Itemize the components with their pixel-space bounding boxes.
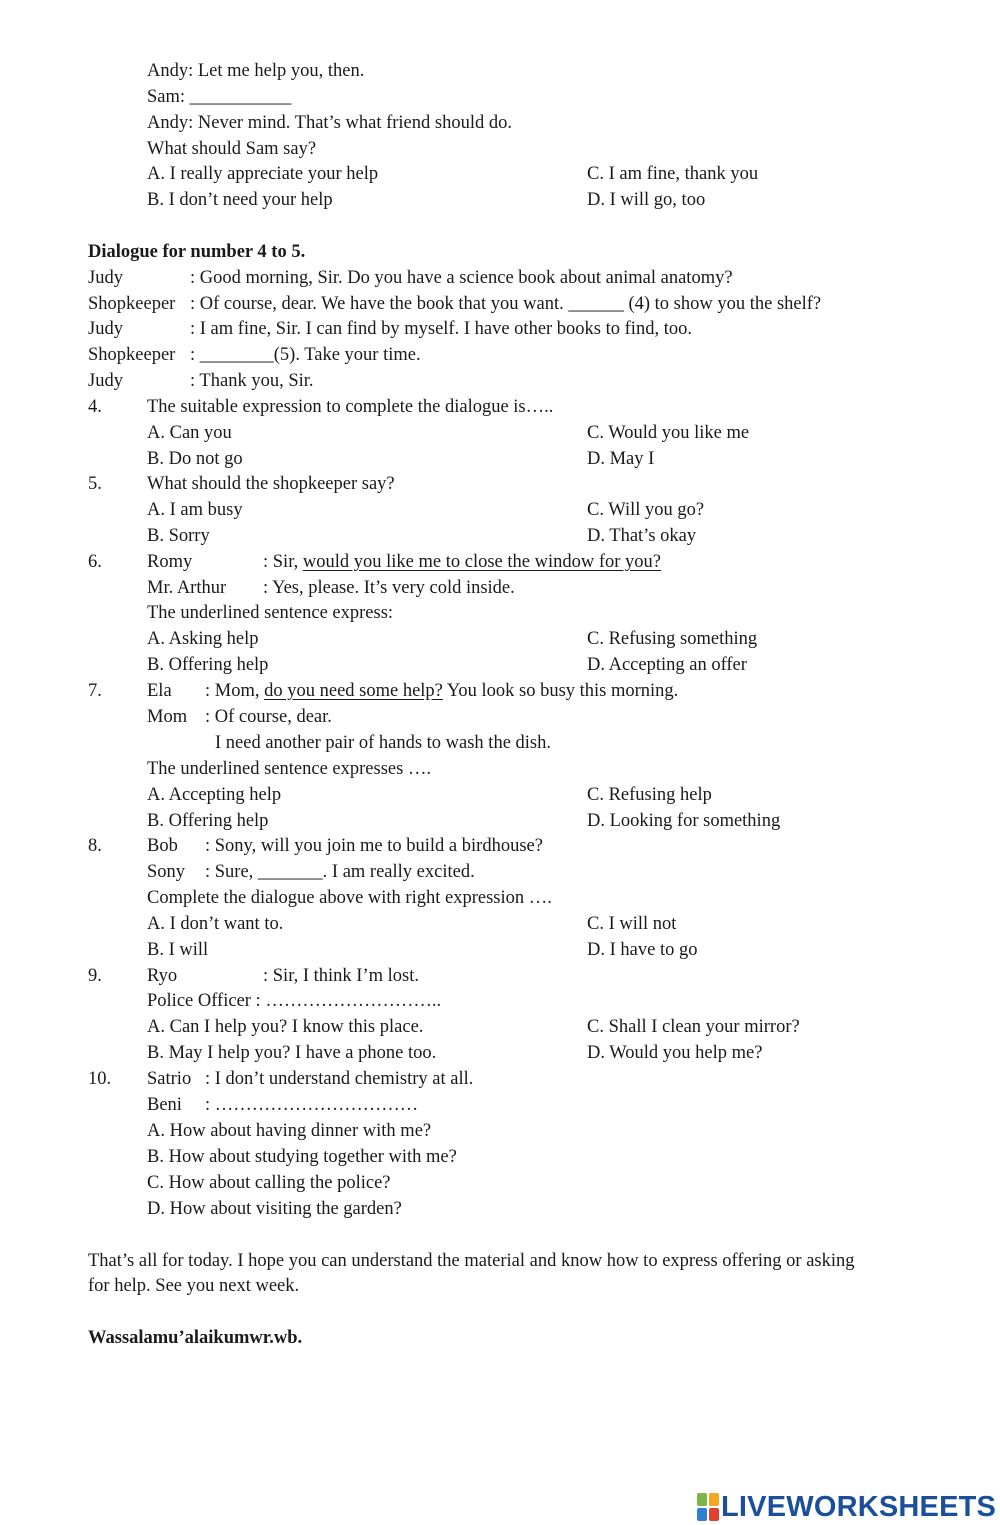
q9-option-d: D. Would you help me? <box>587 1043 763 1063</box>
q6-option-d: D. Accepting an offer <box>587 655 747 675</box>
q4-number: 4. <box>88 397 102 417</box>
q7-underlined-sentence: do you need some help? <box>264 681 443 701</box>
q6-line-1 <box>263 551 661 573</box>
q5-option-d: D. That’s okay <box>587 526 697 546</box>
q8-line-2: : Sure, _______. I am really excited. <box>205 862 475 882</box>
q7-option-d: D. Looking for something <box>587 811 781 831</box>
q8-speaker-1: Bob <box>147 836 178 856</box>
signoff: Wassalamu’alaikumwr.wb. <box>88 1328 303 1348</box>
q3-andy-line2: Andy: Never mind. That’s what friend should do. <box>147 113 512 133</box>
q10-speaker-1: Satrio <box>147 1069 192 1089</box>
q10-number: 10. <box>88 1069 112 1089</box>
q3-option-a: A. I really appreciate your help <box>147 164 379 184</box>
q7-option-c: C. Refusing help <box>587 785 712 805</box>
dialogue-text: : ________(5). Take your time. <box>190 345 421 365</box>
q8-option-b: B. I will <box>147 940 209 960</box>
closing-line-1: That’s all for today. I hope you can understand the material and know how to express offering or asking <box>88 1251 855 1271</box>
q7-line-1-prefix: : Mom, <box>205 681 265 701</box>
q9-number: 9. <box>88 966 102 986</box>
q5-number: 5. <box>88 474 102 494</box>
q7-line-1-suffix: You look so busy this morning. <box>442 681 679 701</box>
q7-speaker-2: Mom <box>147 707 188 727</box>
q9-option-b: B. May I help you? I have a phone too. <box>147 1043 437 1063</box>
q3-sam-line: Sam: ___________ <box>147 87 292 107</box>
q6-speaker-1: Romy <box>147 552 193 572</box>
q8-number: 8. <box>88 836 102 856</box>
q6-line-1-prefix: : Sir, <box>263 552 303 572</box>
dialogue-speaker: Judy <box>88 268 123 288</box>
q7-number: 7. <box>88 681 102 701</box>
q5-question: What should the shopkeeper say? <box>147 474 395 494</box>
q10-line-2: : …………………………… <box>205 1095 419 1115</box>
q6-line-2: : Yes, please. It’s very cold inside. <box>263 578 515 598</box>
q9-line-1: : Sir, I think I’m lost. <box>263 966 419 986</box>
q6-option-b: B. Offering help <box>147 655 269 675</box>
q6-speaker-2: Mr. Arthur <box>147 578 227 598</box>
q10-option-d: D. How about visiting the garden? <box>147 1199 402 1219</box>
logo-mark-icon <box>697 1493 719 1521</box>
q4-question: The suitable expression to complete the dialogue is….. <box>147 397 554 417</box>
q8-option-a: A. I don’t want to. <box>147 914 284 934</box>
q8-line-1: : Sony, will you join me to build a birdhouse? <box>205 836 543 856</box>
q9-speaker-1: Ryo <box>147 966 178 986</box>
q6-option-c: C. Refusing something <box>587 629 758 649</box>
logo-square-orange <box>709 1493 719 1506</box>
dialogue-text: : Thank you, Sir. <box>190 371 314 391</box>
q7-line-3: I need another pair of hands to wash the dish. <box>215 733 551 753</box>
q10-speaker-2: Beni <box>147 1095 182 1115</box>
q3-option-b: B. I don’t need your help <box>147 190 333 210</box>
q4-option-b: B. Do not go <box>147 449 243 469</box>
q5-option-b: B. Sorry <box>147 526 210 546</box>
q3-option-c: C. I am fine, thank you <box>587 164 759 184</box>
q7-line-1 <box>205 680 678 702</box>
q10-option-c: C. How about calling the police? <box>147 1173 391 1193</box>
q8-option-c: C. I will not <box>587 914 677 934</box>
q10-option-a: A. How about having dinner with me? <box>147 1121 432 1141</box>
q10-line-1: : I don’t understand chemistry at all. <box>205 1069 474 1089</box>
dialogue-text: : Good morning, Sir. Do you have a science book about animal anatomy? <box>190 268 733 288</box>
dialogue-speaker: Judy <box>88 371 123 391</box>
q9-option-c: C. Shall I clean your mirror? <box>587 1017 800 1037</box>
q6-question: The underlined sentence express: <box>147 603 394 623</box>
q3-question: What should Sam say? <box>147 139 317 159</box>
q7-line-2: : Of course, dear. <box>205 707 332 727</box>
q8-option-d: D. I have to go <box>587 940 698 960</box>
q9-line-2: Police Officer : ……………………….. <box>147 991 442 1011</box>
q6-underlined-sentence: would you like me to close the window for you? <box>302 552 661 572</box>
q7-speaker-1: Ela <box>147 681 172 701</box>
q8-question: Complete the dialogue above with right expression …. <box>147 888 552 908</box>
liveworksheets-logo[interactable] <box>697 1490 996 1524</box>
q9-option-a: A. Can I help you? I know this place. <box>147 1017 424 1037</box>
dialogue-text: : I am fine, Sir. I can find by myself. I have other books to find, too. <box>190 319 692 339</box>
q7-option-a: A. Accepting help <box>147 785 282 805</box>
q3-option-d: D. I will go, too <box>587 190 706 210</box>
q10-option-b: B. How about studying together with me? <box>147 1147 457 1167</box>
q5-option-c: C. Will you go? <box>587 500 705 520</box>
q8-speaker-2: Sony <box>147 862 186 882</box>
logo-square-red <box>709 1508 719 1521</box>
logo-square-green <box>697 1493 707 1506</box>
q4-option-a: A. Can you <box>147 423 232 443</box>
q4-option-d: D. May I <box>587 449 655 469</box>
closing-line-2: for help. See you next week. <box>88 1276 300 1296</box>
q3-andy-line1: Andy: Let me help you, then. <box>147 61 365 81</box>
q5-option-a: A. I am busy <box>147 500 243 520</box>
dialogue-speaker: Shopkeeper <box>88 345 176 365</box>
dialogue-speaker: Shopkeeper <box>88 294 176 314</box>
dialogue-heading: Dialogue for number 4 to 5. <box>88 242 306 262</box>
q6-number: 6. <box>88 552 102 572</box>
logo-square-blue <box>697 1508 707 1521</box>
dialogue-speaker: Judy <box>88 319 123 339</box>
q7-option-b: B. Offering help <box>147 811 269 831</box>
dialogue-text: : Of course, dear. We have the book that you want. ______ (4) to show you the shelf? <box>190 294 822 314</box>
q6-option-a: A. Asking help <box>147 629 259 649</box>
logo-text: LIVEWORKSHEETS <box>721 1490 997 1523</box>
q7-question: The underlined sentence expresses …. <box>147 759 432 779</box>
q4-option-c: C. Would you like me <box>587 423 750 443</box>
